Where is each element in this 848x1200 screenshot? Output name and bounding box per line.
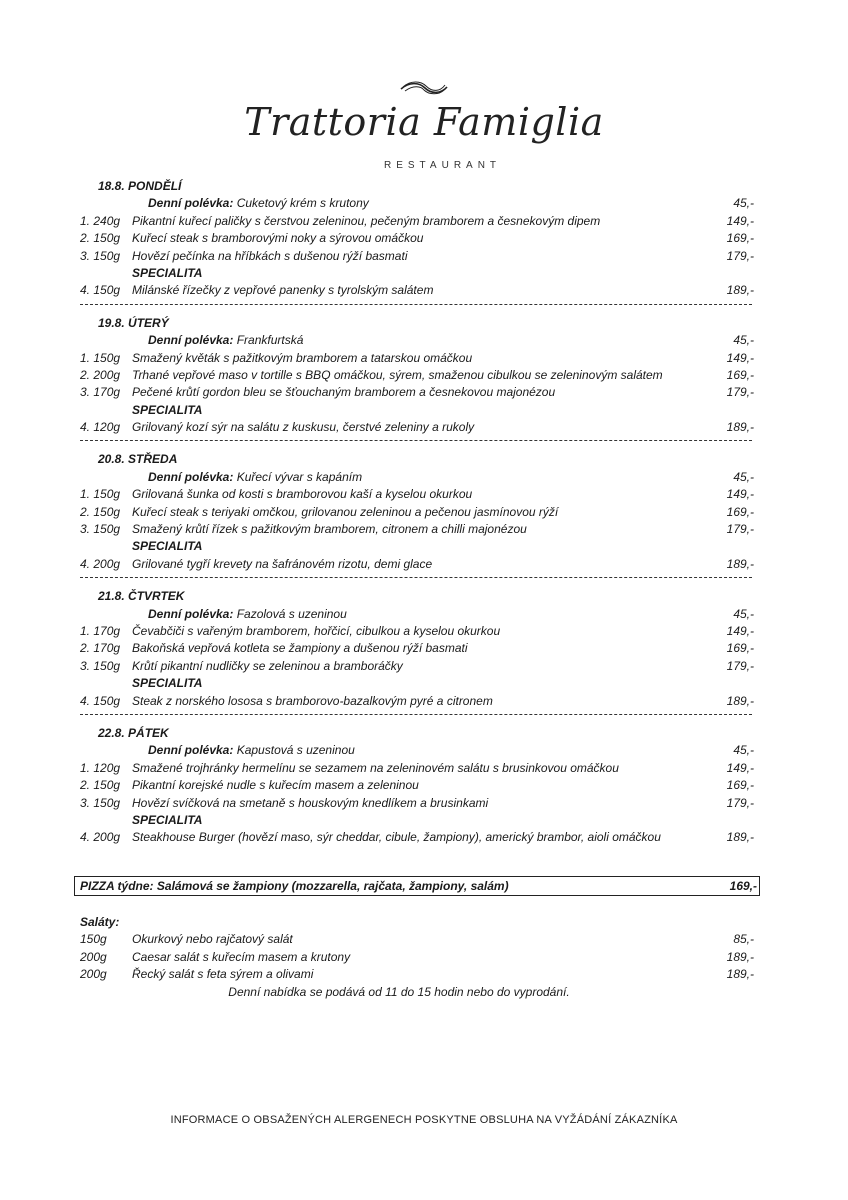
item-price: 149,-: [726, 623, 754, 638]
pizza-text: PIZZA týdne: Salámová se žampiony (mozzarella, rajčata, žampiony, salám): [80, 879, 509, 893]
menu-item: [80, 777, 760, 794]
item-price: 189,-: [726, 556, 754, 571]
salad-qty: 200g: [80, 949, 107, 964]
menu-item: [80, 230, 760, 247]
soup-name: Kuřecí vývar s kapáním: [236, 469, 363, 484]
soup-price: 45,-: [733, 333, 754, 348]
item-qty: 2. 170g: [80, 641, 121, 656]
salads-title: Saláty:: [80, 915, 120, 929]
item-name: Pikantní korejské nudle s kuřecím masem a zeleninou: [132, 778, 419, 793]
dashed-divider: [80, 304, 752, 305]
serving-hours-note: Denní nabídka se podává od 11 do 15 hodin nebo do vyprodání.: [228, 984, 570, 999]
menu-item: [80, 350, 760, 367]
menu-item: [80, 640, 760, 657]
item-qty: 3. 170g: [80, 385, 121, 400]
day-title: 21.8. ČTVRTEK: [98, 589, 185, 604]
item-name: Pečené krůtí gordon bleu se šťouchaným bramborem a česnekovou majonézou: [132, 385, 556, 400]
special-item: [80, 556, 760, 573]
item-name: Hovězí pečínka na hříbkách s dušenou rýží basmati: [132, 248, 408, 263]
item-name: Bakoňská vepřová kotleta se žampiony a dušenou rýží basmati: [132, 641, 468, 656]
pizza-price: 169,-: [729, 879, 757, 893]
soup-name: Kapustová s uzeninou: [236, 743, 355, 758]
item-price: 169,-: [726, 231, 754, 246]
soup-row: [80, 332, 760, 349]
item-name: Milánské řízečky z vepřové panenky s tyrolským salátem: [132, 283, 434, 298]
item-name: Trhané vepřové maso v tortille s BBQ omáčkou, sýrem, smaženou cibulkou se zeleninovým salátem: [132, 367, 663, 382]
item-name: Grilovaná šunka od kosti s bramborovou kaší a kyselou okurkou: [132, 487, 473, 502]
salad-price: 189,-: [726, 949, 754, 964]
item-price: 189,-: [726, 283, 754, 298]
soup-label: Denní polévka:: [148, 333, 234, 348]
item-price: 179,-: [726, 385, 754, 400]
item-name: Kuřecí steak s bramborovými noky a sýrovou omáčkou: [132, 231, 424, 246]
salad-item: [80, 949, 760, 966]
soup-row: [80, 742, 760, 759]
item-price: 179,-: [726, 658, 754, 673]
item-price: 149,-: [726, 350, 754, 365]
item-name: Krůtí pikantní nudličky se zeleninou a bramboráčky: [132, 658, 403, 673]
item-price: 169,-: [726, 504, 754, 519]
special-label: SPECIALITA: [132, 676, 203, 691]
flourish-ornament-icon: [399, 80, 449, 96]
item-qty: 1. 150g: [80, 350, 121, 365]
item-qty: 4. 150g: [80, 693, 121, 708]
menu-item: [80, 367, 760, 384]
item-price: 189,-: [726, 420, 754, 435]
item-qty: 3. 150g: [80, 248, 121, 263]
soup-label: Denní polévka:: [148, 469, 234, 484]
menu-item: [80, 521, 760, 538]
day-section: [80, 451, 760, 578]
item-price: 189,-: [726, 830, 754, 845]
restaurant-logo: [0, 80, 848, 171]
menu-item: [80, 248, 760, 265]
special-label: SPECIALITA: [132, 265, 203, 280]
special-label: SPECIALITA: [132, 402, 203, 417]
item-qty: 4. 200g: [80, 830, 121, 845]
soup-price: 45,-: [733, 469, 754, 484]
day-title: 19.8. ÚTERÝ: [98, 315, 169, 330]
day-title: 20.8. STŘEDA: [98, 452, 178, 467]
item-price: 189,-: [726, 693, 754, 708]
item-name: Steakhouse Burger (hovězí maso, sýr cheddar, cibule, žampiony), americký brambor, aioli omáčkou: [132, 830, 661, 845]
item-price: 179,-: [726, 522, 754, 537]
special-label: SPECIALITA: [132, 539, 203, 554]
item-qty: 3. 150g: [80, 522, 121, 537]
salads-section: [80, 914, 760, 1001]
salad-price: 189,-: [726, 967, 754, 982]
item-qty: 4. 120g: [80, 420, 121, 435]
day-title: 22.8. PÁTEK: [98, 725, 169, 740]
pizza-of-week-box: [74, 876, 760, 896]
soup-row: [80, 195, 760, 212]
item-price: 169,-: [726, 641, 754, 656]
soup-price: 45,-: [733, 196, 754, 211]
dashed-divider: [80, 440, 752, 441]
salad-item: [80, 931, 760, 948]
special-item: [80, 419, 760, 436]
day-section: [80, 725, 760, 847]
day-section: [80, 178, 760, 305]
item-name: Steak z norského lososa s bramborovo-bazalkovým pyré a citronem: [132, 693, 493, 708]
menu-item: [80, 384, 760, 401]
allergen-footer: INFORMACE O OBSAŽENÝCH ALERGENECH POSKYTNE OBSLUHA NA VYŽÁDÁNÍ ZÁKAZNÍKA: [170, 1114, 678, 1126]
item-name: Grilovaný kozí sýr na salátu z kuskusu, čerstvé zeleniny a rukoly: [132, 420, 475, 435]
item-qty: 2. 200g: [80, 367, 121, 382]
menu-item: [80, 658, 760, 675]
soup-label: Denní polévka:: [148, 606, 234, 621]
item-name: Smažené trojhránky hermelínu se sezamem na zeleninovém salátu s brusinkovou omáčkou: [132, 760, 619, 775]
menu-item: [80, 213, 760, 230]
item-qty: 1. 170g: [80, 623, 121, 638]
salad-item: [80, 966, 760, 983]
item-qty: 2. 150g: [80, 778, 121, 793]
item-qty: 4. 150g: [80, 283, 121, 298]
soup-name: Fazolová s uzeninou: [236, 606, 347, 621]
item-name: Pikantní kuřecí paličky s čerstvou zeleninou, pečeným bramborem a česnekovým dipem: [132, 213, 601, 228]
item-name: Smažený krůtí řízek s pažitkovým bramborem, citronem a chilli majonézou: [132, 522, 527, 537]
item-price: 179,-: [726, 248, 754, 263]
salad-name: Okurkový nebo rajčatový salát: [132, 932, 293, 947]
soup-label: Denní polévka:: [148, 196, 234, 211]
item-qty: 1. 240g: [80, 213, 121, 228]
salad-name: Řecký salát s feta sýrem a olivami: [132, 967, 314, 982]
item-price: 179,-: [726, 795, 754, 810]
item-price: 149,-: [726, 760, 754, 775]
special-item: [80, 282, 760, 299]
logo-name: Trattoria Famiglia: [244, 100, 604, 144]
salad-qty: 150g: [80, 932, 107, 947]
salad-qty: 200g: [80, 967, 107, 982]
logo-subtitle: RESTAURANT: [384, 160, 502, 171]
item-price: 169,-: [726, 367, 754, 382]
item-qty: 3. 150g: [80, 658, 121, 673]
item-name: Kuřecí steak s teriyaki omčkou, grilovanou zeleninou a pečenou jasmínovou rýží: [132, 504, 559, 519]
day-section: [80, 588, 760, 715]
day-title: 18.8. PONDĚLÍ: [98, 179, 182, 193]
soup-row: [80, 606, 760, 623]
item-name: Grilované tygří krevety na šafránovém rizotu, demi glace: [132, 556, 433, 571]
menu-item: [80, 504, 760, 521]
item-name: Smažený květák s pažitkovým bramborem a tatarskou omáčkou: [132, 350, 473, 365]
soup-price: 45,-: [733, 743, 754, 758]
item-price: 149,-: [726, 213, 754, 228]
salad-name: Caesar salát s kuřecím masem a krutony: [132, 949, 351, 964]
soup-row: [80, 469, 760, 486]
soup-price: 45,-: [733, 606, 754, 621]
special-label: SPECIALITA: [132, 812, 203, 827]
salad-price: 85,-: [733, 932, 754, 947]
special-item: [80, 829, 760, 846]
soup-label: Denní polévka:: [148, 743, 234, 758]
menu-item: [80, 760, 760, 777]
weekly-menu: [80, 178, 760, 847]
item-qty: 1. 150g: [80, 487, 121, 502]
soup-name: Cuketový krém s krutony: [236, 196, 369, 211]
item-qty: 4. 200g: [80, 556, 121, 571]
soup-name: Frankfurtská: [236, 333, 304, 348]
menu-item: [80, 795, 760, 812]
item-qty: 3. 150g: [80, 795, 121, 810]
menu-item: [80, 623, 760, 640]
special-item: [80, 693, 760, 710]
item-name: Hovězí svíčková na smetaně s houskovým knedlíkem a brusinkami: [132, 795, 489, 810]
item-name: Čevabčiči s vařeným bramborem, hořčicí, cibulkou a kyselou okurkou: [132, 623, 501, 638]
item-price: 149,-: [726, 487, 754, 502]
day-section: [80, 315, 760, 442]
dashed-divider: [80, 577, 752, 578]
menu-item: [80, 486, 760, 503]
item-qty: 2. 150g: [80, 231, 121, 246]
dashed-divider: [80, 714, 752, 715]
item-qty: 1. 120g: [80, 760, 121, 775]
item-qty: 2. 150g: [80, 504, 121, 519]
item-price: 169,-: [726, 778, 754, 793]
